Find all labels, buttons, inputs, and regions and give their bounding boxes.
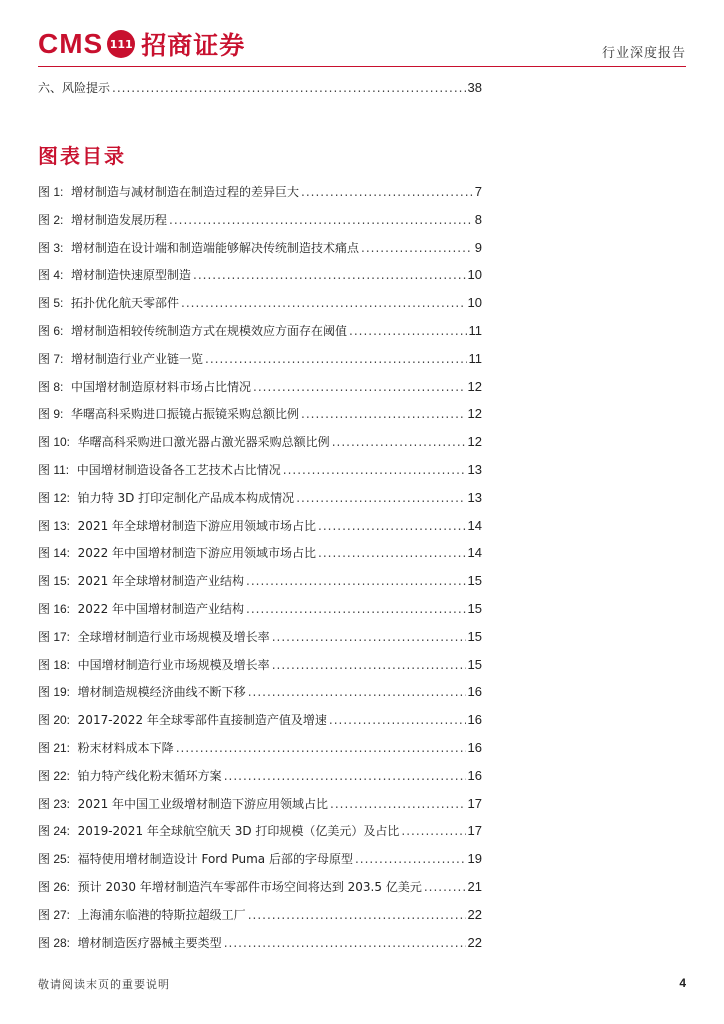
leader-dots: [301, 185, 473, 199]
figure-entry[interactable]: [38, 600, 482, 618]
figure-title: 铂力特产线化粉末循环方案: [77, 769, 222, 783]
figure-title: 中国增材制造行业市场规模及增长率: [77, 658, 270, 672]
logo-text-cn: 招商证券: [141, 31, 246, 60]
toc-entry-label: 六、风险提示: [38, 81, 111, 95]
figure-page: 9: [474, 240, 482, 255]
figure-title: 增材制造快速原型制造: [70, 268, 191, 282]
leader-dots: [296, 491, 465, 505]
leader-dots: [224, 936, 466, 950]
leader-dots: [253, 380, 466, 394]
figure-entry[interactable]: [38, 378, 482, 396]
figure-number: 图 28:: [38, 936, 71, 950]
figure-title: 2017-2022 年全球零部件直接制造产值及增速: [77, 713, 327, 727]
header-divider: [38, 66, 686, 67]
figure-entry-label: [38, 795, 328, 812]
leader-dots: [248, 685, 466, 699]
report-type: 行业深度报告: [601, 46, 686, 61]
figure-page: 17: [467, 796, 482, 811]
figure-number: 图 1:: [38, 185, 64, 199]
figure-number: 图 16:: [38, 602, 71, 616]
figure-entry[interactable]: [38, 683, 482, 701]
figure-page: 15: [467, 601, 482, 616]
figure-page: 16: [467, 712, 482, 727]
leader-dots: [329, 713, 466, 727]
figure-page: 10: [467, 267, 482, 282]
figure-title: 增材制造与减材制造在制造过程的差异巨大: [70, 185, 299, 199]
figure-page: 12: [467, 434, 482, 449]
figure-entry-label: [38, 850, 353, 867]
figure-number: 图 14:: [38, 546, 71, 560]
figure-number: 图 22:: [38, 769, 71, 783]
figure-number: 图 26:: [38, 880, 71, 894]
figure-entry-label: [38, 878, 422, 895]
figure-page: 13: [467, 462, 482, 477]
figure-number: 图 15:: [38, 574, 71, 588]
leader-dots: [193, 268, 466, 282]
figure-entry-label: [38, 239, 359, 256]
leader-dots: [246, 574, 466, 588]
figure-page: 14: [467, 545, 482, 560]
figure-number: 图 18:: [38, 658, 71, 672]
leader-dots: [112, 81, 466, 95]
figure-page: 16: [467, 740, 482, 755]
figure-title: 2021 年全球增材制造产业结构: [77, 574, 245, 588]
leader-dots: [332, 435, 466, 449]
figure-number: 图 25:: [38, 852, 71, 866]
leader-dots: [349, 324, 467, 338]
figure-entry-label: [38, 378, 251, 395]
figure-page: 7: [474, 184, 482, 199]
figure-entry-label: [38, 517, 316, 534]
figure-page: 15: [467, 629, 482, 644]
figure-number: 图 3:: [38, 241, 64, 255]
leader-dots: [330, 797, 466, 811]
figure-page: 10: [467, 295, 482, 310]
figure-entry[interactable]: [38, 405, 482, 423]
figure-entry-label: [38, 211, 167, 228]
figure-entry[interactable]: [38, 489, 482, 507]
figure-title: 上海浦东临港的特斯拉超级工厂: [77, 908, 246, 922]
figure-entry[interactable]: [38, 350, 482, 368]
figure-entry[interactable]: [38, 211, 482, 229]
figures-section-title: 图表目录: [38, 144, 126, 168]
leader-dots: [246, 602, 466, 616]
figure-number: 图 12:: [38, 491, 71, 505]
company-logo: [38, 26, 245, 62]
figure-page: 15: [467, 657, 482, 672]
figure-entry-label: [38, 489, 294, 506]
figure-entry-label: [38, 600, 244, 617]
leader-dots: [283, 463, 466, 477]
figure-number: 图 13:: [38, 519, 71, 533]
figure-title: 全球增材制造行业市场规模及增长率: [77, 630, 270, 644]
figure-entry-label: [38, 544, 316, 561]
leader-dots: [361, 241, 473, 255]
figure-number: 图 27:: [38, 908, 71, 922]
figure-entry[interactable]: [38, 739, 482, 757]
figure-entry-label: [38, 322, 347, 339]
figure-title: 中国增材制造原材料市场占比情况: [70, 380, 251, 394]
figure-title: 拓扑优化航天零部件: [70, 296, 179, 310]
figure-page: 15: [467, 573, 482, 588]
leader-dots: [272, 658, 466, 672]
figure-entry-label: [38, 739, 174, 756]
figure-entry-label: [38, 656, 270, 673]
figure-entry-label: [38, 572, 244, 589]
figure-page: 13: [467, 490, 482, 505]
leader-dots: [301, 407, 466, 421]
figure-entry[interactable]: [38, 544, 482, 562]
leader-dots: [224, 769, 466, 783]
leader-dots: [272, 630, 466, 644]
figure-title: 中国增材制造设备各工艺技术占比情况: [76, 463, 281, 477]
figure-entry-label: [38, 934, 222, 951]
figure-entry-label: [38, 294, 179, 311]
logo-mark-text: 111: [109, 37, 133, 51]
figure-page: 11: [468, 351, 482, 366]
leader-dots: [176, 741, 466, 755]
figure-entry[interactable]: [38, 906, 482, 924]
figure-page: 11: [468, 323, 482, 338]
figure-entry-label: [38, 433, 330, 450]
page-number: 4: [679, 976, 686, 990]
leader-dots: [401, 824, 465, 838]
figure-page: 19: [467, 851, 482, 866]
figure-number: 图 8:: [38, 380, 64, 394]
figure-page: 14: [467, 518, 482, 533]
figure-page: 22: [467, 935, 482, 950]
figure-entry[interactable]: [38, 266, 482, 284]
figure-number: 图 23:: [38, 797, 71, 811]
figure-page: 12: [467, 406, 482, 421]
figure-entry-label: [38, 350, 203, 367]
leader-dots: [248, 908, 466, 922]
figure-entry-label: [38, 906, 246, 923]
figure-title: 2021 年全球增材制造下游应用领域市场占比: [77, 519, 317, 533]
figure-number: 图 11:: [38, 463, 70, 477]
figure-entry-label: [38, 767, 222, 784]
figure-entry[interactable]: [38, 517, 482, 535]
figure-title: 增材制造规模经济曲线不断下移: [77, 685, 246, 699]
figure-number: 图 2:: [38, 213, 64, 227]
figure-entry[interactable]: [38, 822, 482, 840]
figure-entry-label: [38, 628, 270, 645]
figure-entry-label: [38, 405, 299, 422]
figure-title: 增材制造行业产业链一览: [70, 352, 203, 366]
figure-number: 图 17:: [38, 630, 71, 644]
leader-dots: [169, 213, 473, 227]
figure-entry[interactable]: [38, 461, 482, 479]
figure-number: 图 21:: [38, 741, 71, 755]
figure-entry[interactable]: [38, 711, 482, 729]
figure-page: 17: [467, 823, 482, 838]
figure-entry[interactable]: [38, 767, 482, 785]
figure-title: 增材制造发展历程: [70, 213, 167, 227]
figure-title: 2019-2021 年全球航空航天 3D 打印规模（亿美元）及占比: [77, 824, 400, 838]
footer-disclaimer: 敬请阅读末页的重要说明: [38, 978, 170, 991]
figure-entry[interactable]: [38, 294, 482, 312]
figure-entry[interactable]: [38, 878, 482, 896]
figure-title: 增材制造相较传统制造方式在规模效应方面存在阈值: [70, 324, 347, 338]
figure-title: 增材制造在设计端和制造端能够解决传统制造技术痛点: [70, 241, 359, 255]
figure-number: 图 19:: [38, 685, 71, 699]
figure-title: 粉末材料成本下降: [77, 741, 174, 755]
leader-dots: [424, 880, 466, 894]
figure-number: 图 5:: [38, 296, 64, 310]
leader-dots: [355, 852, 466, 866]
figure-page: 8: [474, 212, 482, 227]
leader-dots: [318, 546, 466, 560]
figure-title: 2022 年中国增材制造下游应用领域市场占比: [77, 546, 317, 560]
figure-title: 福特使用增材制造设计 Ford Puma 后部的字母原型: [77, 852, 353, 866]
page-header: [38, 22, 686, 66]
figure-entry[interactable]: [38, 239, 482, 257]
figure-title: 铂力特 3D 打印定制化产品成本构成情况: [77, 491, 295, 505]
figure-title: 预计 2030 年增材制造汽车零部件市场空间将达到 203.5 亿美元: [77, 880, 422, 894]
logo-mark-icon: [107, 30, 135, 58]
leader-dots: [205, 352, 467, 366]
figure-title: 增材制造医疗器械主要类型: [77, 936, 222, 950]
figure-entry-label: [38, 183, 299, 200]
figure-entry-label: [38, 461, 281, 478]
figure-page: 22: [467, 907, 482, 922]
figure-entry[interactable]: [38, 628, 482, 646]
toc-entry-page: 38: [467, 80, 482, 95]
figure-entry-label: [38, 683, 246, 700]
figure-number: 图 4:: [38, 268, 64, 282]
figure-entry-label: [38, 711, 327, 728]
leader-dots: [181, 296, 466, 310]
figure-number: 图 6:: [38, 324, 64, 338]
logo-text-en: CMS: [38, 28, 104, 59]
figure-number: 图 7:: [38, 352, 64, 366]
figure-entry[interactable]: [38, 183, 482, 201]
figure-entry-label: [38, 266, 191, 283]
figure-entry[interactable]: [38, 572, 482, 590]
figure-entry[interactable]: [38, 433, 482, 451]
figure-page: 12: [467, 379, 482, 394]
leader-dots: [318, 519, 466, 533]
figure-entry[interactable]: [38, 656, 482, 674]
figure-entry[interactable]: [38, 934, 482, 952]
toc-entry-risk[interactable]: [38, 79, 482, 97]
figure-title: 2021 年中国工业级增材制造下游应用领域占比: [77, 797, 329, 811]
figure-number: 图 24:: [38, 824, 71, 838]
figure-page: 21: [467, 879, 482, 894]
figure-title: 华曙高科采购进口激光器占激光器采购总额比例: [77, 435, 330, 449]
figure-entry[interactable]: [38, 850, 482, 868]
figure-number: 图 9:: [38, 407, 64, 421]
figure-entry[interactable]: [38, 795, 482, 813]
figure-page: 16: [467, 684, 482, 699]
figure-title: 华曙高科采购进口振镜占振镜采购总额比例: [70, 407, 299, 421]
figure-number: 图 20:: [38, 713, 71, 727]
figure-number: 图 10:: [38, 435, 71, 449]
figure-page: 16: [467, 768, 482, 783]
figure-entry[interactable]: [38, 322, 482, 340]
figure-entry-label: [38, 822, 399, 839]
figure-title: 2022 年中国增材制造产业结构: [77, 602, 245, 616]
